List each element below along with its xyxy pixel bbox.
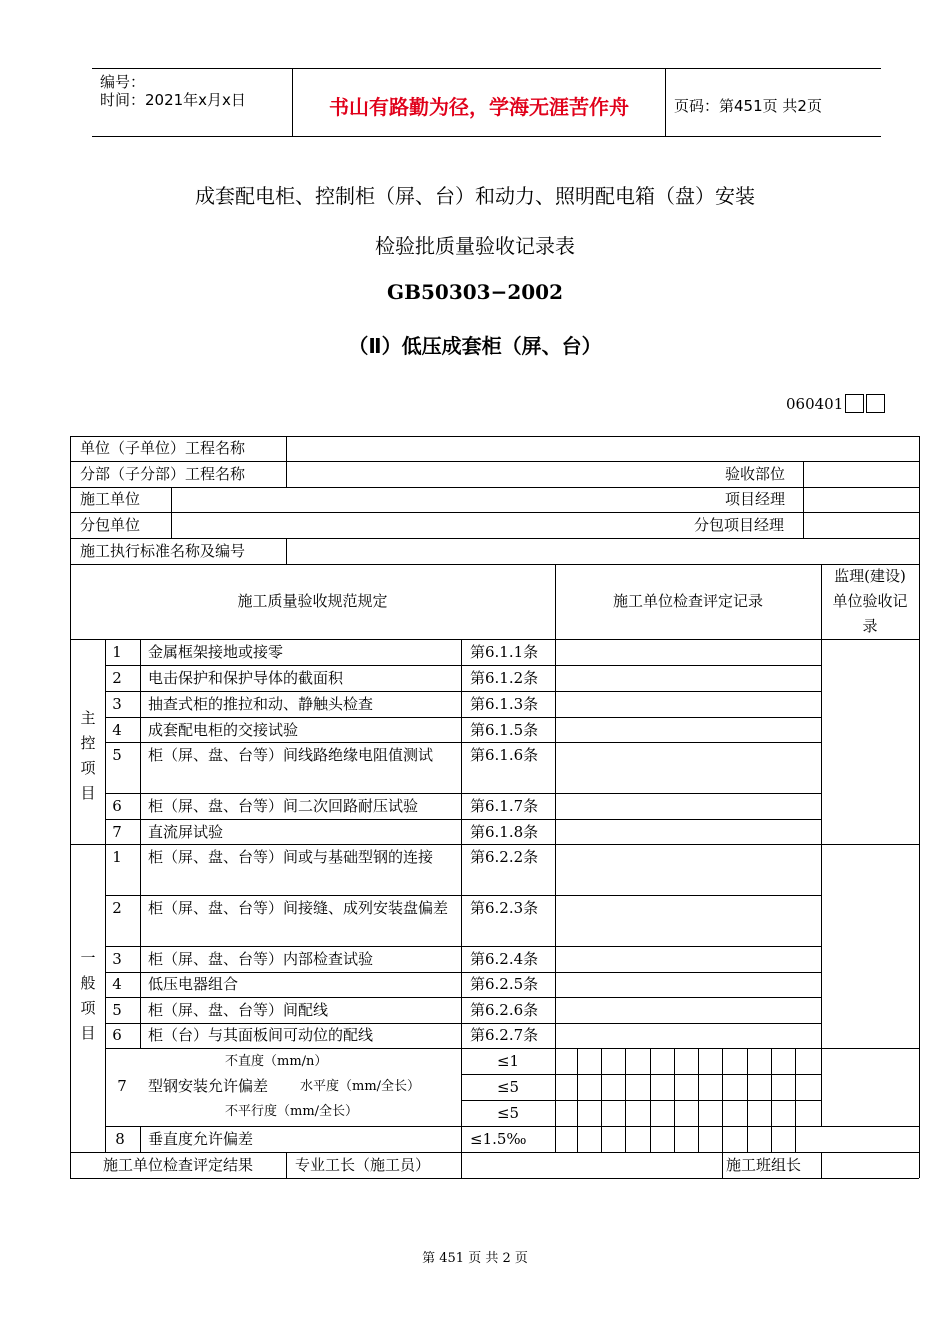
- unit-name-label: 单位（子单位）工程名称: [80, 439, 246, 457]
- grid-line: [625, 1048, 626, 1152]
- grid-line: [698, 1048, 699, 1152]
- item-clause: 第6.1.2条: [470, 669, 539, 687]
- item-no: 2: [112, 899, 122, 917]
- grid-line: [70, 512, 919, 513]
- item-clause: 第6.2.6条: [470, 1001, 539, 1019]
- item-name: 柜（台）与其面板间可动位的配线: [148, 1026, 374, 1044]
- grid-line: [140, 639, 141, 1048]
- header-page-info: 页码：第451页 共2页: [674, 97, 822, 115]
- doc-subtitle: （Ⅱ）低压成套柜（屏、台）: [348, 334, 602, 358]
- grid-line: [722, 1048, 723, 1152]
- grid-line: [140, 1126, 141, 1152]
- standard-label: 施工执行标准名称及编号: [80, 542, 246, 560]
- grid-line: [795, 1048, 796, 1152]
- item-clause: 第6.1.1条: [470, 643, 539, 661]
- item-clause: 第6.2.4条: [470, 950, 539, 968]
- time-label: 时间：2021年x月x日: [100, 91, 246, 109]
- grid-line: [70, 564, 919, 565]
- item-name: 金属框架接地或接零: [148, 643, 284, 661]
- grid-line: [171, 487, 172, 538]
- grid-line: [577, 1048, 578, 1152]
- item-name: 抽查式柜的推拉和动、静触头检查: [148, 695, 374, 713]
- item-no: 4: [112, 721, 122, 739]
- grid-line: [803, 461, 804, 538]
- grid-line: [70, 1178, 919, 1179]
- grid-line: [70, 487, 919, 488]
- result-label: 施工单位检查评定结果: [102, 1156, 253, 1174]
- page-footer: 第 451 页 共 2 页: [422, 1251, 528, 1266]
- item-no: 3: [112, 695, 122, 713]
- item-no: 5: [112, 746, 122, 764]
- subcontract-unit-label: 分包单位: [80, 516, 141, 534]
- accept-part-label: 验收部位: [725, 465, 786, 483]
- item-no: 6: [112, 797, 122, 815]
- header-divider: [665, 69, 666, 136]
- item7-limit-value: ≤1: [496, 1052, 520, 1070]
- grid-line: [286, 538, 287, 564]
- item-no: 3: [112, 950, 122, 968]
- item-no: 5: [112, 1001, 122, 1019]
- item-name: 直流屏试验: [148, 823, 224, 841]
- grid-line: [747, 1048, 748, 1152]
- team-leader-label: 施工班组长: [726, 1156, 802, 1174]
- col-supervision-header: 监理(建设)单位验收记录: [832, 567, 908, 635]
- item-clause: 第6.1.3条: [470, 695, 539, 713]
- item-clause: 第6.1.8条: [470, 823, 539, 841]
- item-no: 4: [112, 975, 122, 993]
- item-clause: 第6.1.5条: [470, 721, 539, 739]
- item-name: 低压电器组合: [148, 975, 239, 993]
- grid-line: [674, 1048, 675, 1152]
- item7-sub-level: 水平度（mm/全长）: [300, 1079, 421, 1094]
- grid-line: [650, 1048, 651, 1152]
- grid-line: [286, 436, 287, 487]
- item-no: 6: [112, 1026, 122, 1044]
- item-name: 柜（屏、盘、台等）间线路绝缘电阻值测试: [148, 746, 434, 764]
- grid-line: [70, 436, 71, 1178]
- doc-title-line2: 检验批质量验收记录表: [375, 234, 575, 258]
- item-name: 电击保护和保护导体的截面积: [148, 669, 344, 687]
- page-header: [92, 68, 881, 137]
- grid-line: [722, 1152, 723, 1178]
- grid-line: [919, 436, 920, 1178]
- form-code-number: 060401: [786, 394, 844, 413]
- item-clause: 第6.2.2条: [470, 848, 539, 866]
- sub-project-label: 分部（子分部）工程名称: [80, 465, 246, 483]
- item-name: 柜（屏、盘、台等）间二次回路耐压试验: [148, 797, 419, 815]
- item-clause: 第6.2.7条: [470, 1026, 539, 1044]
- item-no: 1: [112, 848, 122, 866]
- doc-title-line1: 成套配电柜、控制柜（屏、台）和动力、照明配电箱（盘）安装: [195, 184, 755, 208]
- item-name: 柜（屏、盘、台等）间接缝、成列安装盘偏差: [148, 899, 449, 917]
- col-spec-header: 施工质量验收规范规定: [237, 592, 388, 610]
- grid-line: [601, 1048, 602, 1152]
- grid-line: [821, 564, 822, 1126]
- item-name: 垂直度允许偏差: [148, 1130, 254, 1148]
- grid-line: [286, 1152, 287, 1178]
- construct-unit-label: 施工单位: [80, 490, 141, 508]
- item-name: 柜（屏、盘、台等）间配线: [148, 1001, 329, 1019]
- item-no: 8: [115, 1130, 125, 1148]
- item-clause: 第6.2.3条: [470, 899, 539, 917]
- item7-sub-parallelism: 不平行度（mm/全长）: [225, 1104, 359, 1119]
- item8-limit-value: ≤1.5‰: [470, 1130, 527, 1148]
- item-no: 2: [112, 669, 122, 687]
- number-label: 编号：: [100, 73, 146, 91]
- project-manager-label: 项目经理: [725, 490, 786, 508]
- foreman-label: 专业工长（施工员）: [295, 1156, 431, 1174]
- form-code-box[interactable]: [866, 394, 885, 413]
- header-meta: [100, 73, 290, 109]
- item7-sub-straightness: 不直度（mm/n）: [225, 1054, 328, 1069]
- grid-line: [821, 1152, 822, 1178]
- item-name: 成套配电柜的交接试验: [148, 721, 299, 739]
- general-group-label: 一般项目: [80, 949, 96, 1042]
- doc-standard-code: GB50303−2002: [387, 280, 563, 304]
- grid-line: [771, 1048, 772, 1152]
- form-code-box[interactable]: [845, 394, 864, 413]
- subcontract-manager-label: 分包项目经理: [694, 516, 785, 534]
- item-clause: 第6.1.7条: [470, 797, 539, 815]
- item7-limit-value: ≤5: [496, 1078, 520, 1096]
- item-clause: 第6.2.5条: [470, 975, 539, 993]
- col-record-header: 施工单位检查评定记录: [612, 592, 763, 610]
- item-no: 7: [112, 823, 122, 841]
- item-name: 型钢安装允许偏差: [148, 1077, 269, 1095]
- main-group-label: 主控项目: [80, 709, 96, 802]
- item-name: 柜（屏、盘、台等）内部检查试验: [148, 950, 374, 968]
- header-motto: 书山有路勤为径，学海无涯苦作舟: [329, 95, 629, 119]
- item-name: 柜（屏、盘、台等）间或与基础型钢的连接: [148, 848, 434, 866]
- grid-line: [555, 564, 556, 1152]
- item-no: 1: [112, 643, 122, 661]
- form-code: [786, 394, 885, 413]
- inspection-table: [70, 436, 919, 1178]
- item7-limit-value: ≤5: [496, 1104, 520, 1122]
- item-no: 7: [117, 1077, 127, 1095]
- item-clause: 第6.1.6条: [470, 746, 539, 764]
